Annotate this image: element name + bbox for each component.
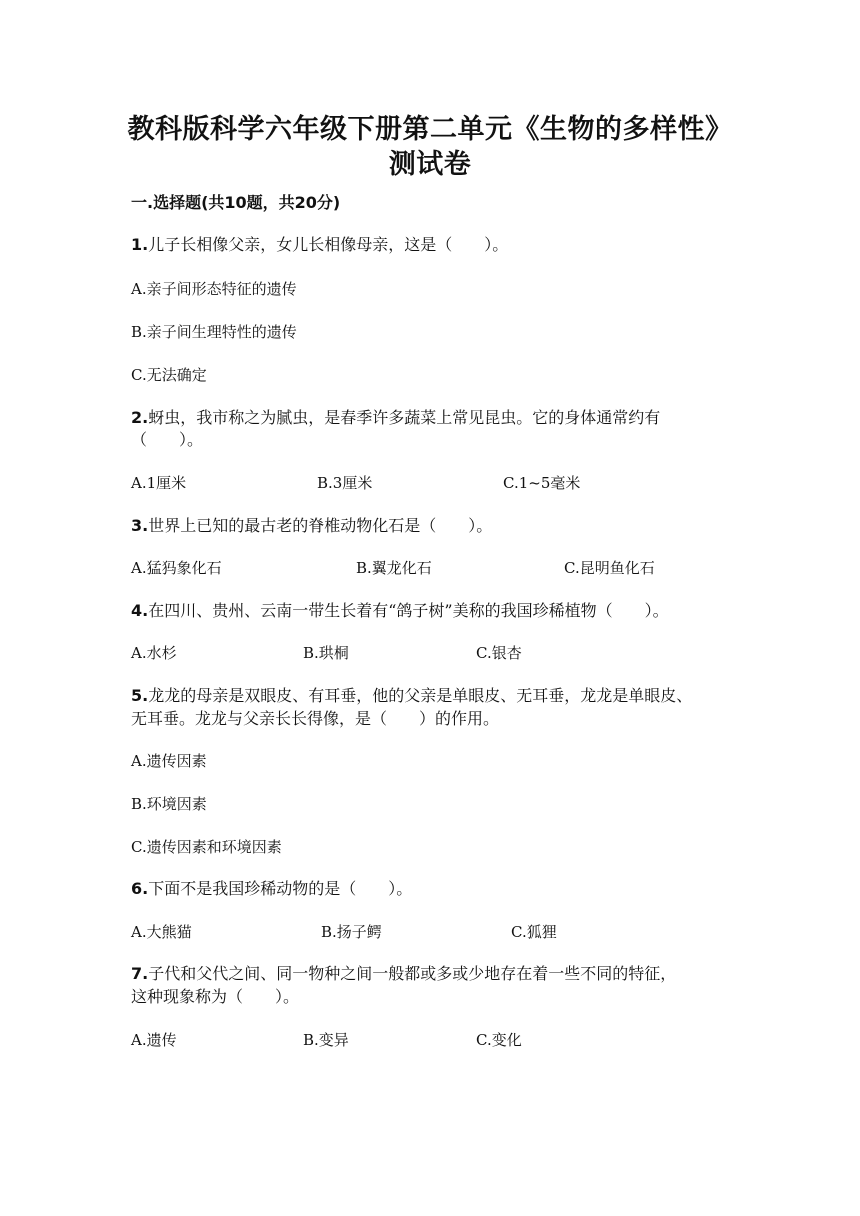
question-5-line2: 无耳垂。龙龙与父亲长长得像，是（ ）的作用。 [131,709,500,728]
q2-option-a: A.1厘米 [131,474,187,492]
question-number: 2. [131,408,149,427]
q2-option-c: C.1~5毫米 [503,474,581,492]
question-text: 蚜虫，我市称之为腻虫，是春季许多蔬菜上常见昆虫。它的身体通常约有 [148,408,661,427]
question-4 [131,601,669,621]
question-5 [131,686,692,706]
exam-title-line1: 教科版科学六年级下册第二单元《生物的多样性》 [127,114,733,145]
q3-option-b: B.翼龙化石 [356,559,432,577]
q7-option-b: B.变异 [303,1031,349,1049]
question-text: 在四川、贵州、云南一带生长着有“鸽子树”美称的我国珍稀植物（ ）。 [148,601,669,620]
question-number: 6. [131,879,149,898]
question-3 [131,516,492,536]
question-number: 5. [131,686,149,705]
q2-option-b: B.3厘米 [317,474,373,492]
q7-option-c: C.变化 [476,1031,522,1049]
question-text: 子代和父代之间、同一物种之间一般都或多或少地存在着一些不同的特征， [148,964,677,983]
question-text: 龙龙的母亲是双眼皮、有耳垂，他的父亲是单眼皮、无耳垂，龙龙是单眼皮、 [148,686,693,705]
question-6 [131,879,412,899]
question-text: 世界上已知的最古老的脊椎动物化石是（ ）。 [148,516,493,535]
q6-option-a: A.大熊猫 [131,923,192,941]
question-1 [131,235,508,255]
q4-option-c: C.银杏 [476,644,522,662]
question-7 [131,964,676,984]
exam-title-line2: 测试卷 [388,149,472,180]
question-number: 4. [131,601,149,620]
question-number: 3. [131,516,149,535]
q1-option-a: A.亲子间形态特征的遗传 [131,280,297,298]
q7-option-a: A.遗传 [131,1031,177,1049]
question-text: 下面不是我国珍稀动物的是（ ）。 [148,879,413,898]
q5-option-b: B.环境因素 [131,795,207,813]
question-2 [131,408,660,428]
q5-option-c: C.遗传因素和环境因素 [131,838,282,856]
q6-option-c: C.狐狸 [511,923,557,941]
q4-option-b: B.珙桐 [303,644,349,662]
q5-option-a: A.遗传因素 [131,752,207,770]
q1-option-b: B.亲子间生理特性的遗传 [131,323,297,341]
section-heading: 一.选择题(共10题，共20分) [131,193,341,212]
question-number: 1. [131,235,149,254]
question-number: 7. [131,964,149,983]
q3-option-a: A.猛犸象化石 [131,559,222,577]
q6-option-b: B.扬子鳄 [321,923,382,941]
q3-option-c: C.昆明鱼化石 [564,559,655,577]
q1-option-c: C.无法确定 [131,366,207,384]
q4-option-a: A.水杉 [131,644,177,662]
question-text: 儿子长相像父亲，女儿长相像母亲，这是（ ）。 [148,235,509,254]
question-2-line2: （ ）。 [131,430,204,449]
question-7-line2: 这种现象称为（ ）。 [131,987,300,1006]
